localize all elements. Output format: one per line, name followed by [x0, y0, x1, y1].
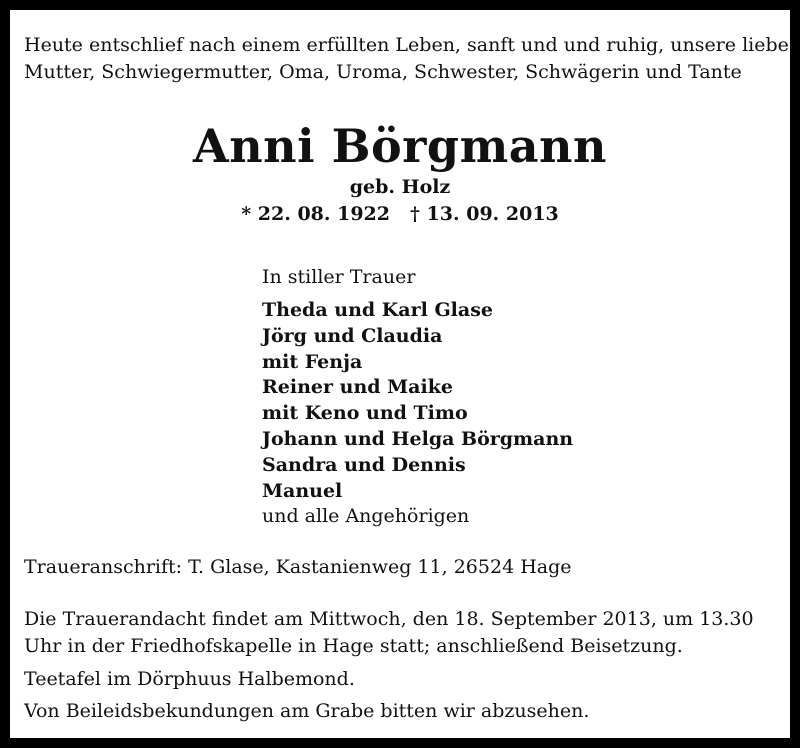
family-member: mit Fenja: [262, 350, 363, 373]
family-member: Johann und Helga Börgmann: [262, 427, 574, 450]
deceased-name: Anni Börgmann: [193, 119, 607, 173]
service-line-2: Uhr in der Friedhofskapelle in Hage statt; anschließend Beisetzung.: [24, 635, 683, 657]
intro-text: [24, 32, 794, 86]
birth-date: * 22. 08. 1922: [241, 203, 390, 225]
service-line-1: Die Trauerandacht findet am Mittwoch, den 18. September 2013, um 13.30: [24, 608, 754, 630]
tea-info: Teetafel im Dörphuus Halbemond.: [24, 668, 355, 690]
condolence-note: Von Beileidsbekundungen am Grabe bitten wir abzusehen.: [24, 700, 590, 722]
intro-line-2: Mutter, Schwiegermutter, Oma, Uroma, Schwester, Schwägerin und Tante: [24, 61, 742, 83]
family-member: Jörg und Claudia: [262, 324, 443, 347]
mourning-phrase: In stiller Trauer: [262, 266, 416, 288]
family-list: [262, 298, 782, 530]
family-member: Theda und Karl Glase: [262, 299, 493, 321]
family-member: Sandra und Dennis: [262, 453, 466, 476]
family-member: Reiner und Maike: [262, 376, 453, 399]
birth-name: geb. Holz: [349, 176, 451, 198]
intro-line-1: Heute entschlief nach einem erfüllten Leben, sanft und und ruhig, unsere liebe: [24, 34, 789, 56]
family-member: mit Keno und Timo: [262, 402, 468, 425]
family-member: Manuel: [262, 479, 343, 502]
mourning-address: Traueranschrift: T. Glase, Kastanienweg 11, 26524 Hage: [24, 556, 572, 578]
relatives-line: und alle Angehörigen: [262, 505, 470, 528]
service-info: [24, 606, 790, 660]
life-dates: [10, 200, 790, 228]
death-date: † 13. 09. 2013: [410, 203, 559, 225]
